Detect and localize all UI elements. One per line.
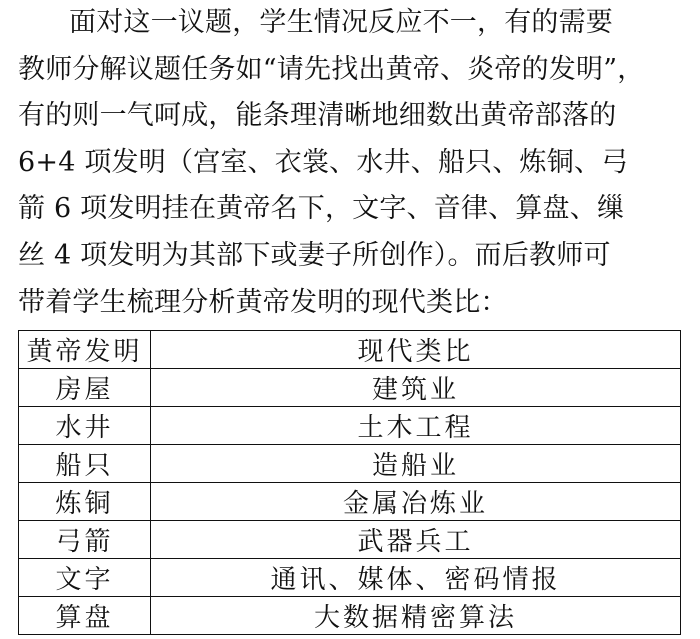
invention-cell: 文字 [19,559,151,597]
body-paragraph [18,0,682,326]
paragraph-line: 丝 4 项发明为其部下或妻子所创作）。而后教师可 [18,239,611,271]
table-row [19,483,681,521]
analogy-cell: 大数据精密算法 [151,597,681,635]
paragraph-line: 有的则一气呵成，能条理清晰地细数出黄帝部落的 [18,100,617,132]
invention-cell: 炼铜 [19,483,151,521]
table-row [19,559,681,597]
paragraph-line: 6+4 项发明（宫室、衣裳、水井、船只、炼铜、弓 [18,146,629,178]
paragraph-line: 面对这一议题，学生情况反应不一，有的需要 [69,7,613,38]
table-header-row [19,331,681,369]
column-header-invention: 黄帝发明 [19,331,151,369]
invention-cell: 水井 [19,407,151,445]
paragraph-line: 带着学生梳理分析黄帝发明的现代类比： [18,286,508,318]
table [18,330,681,635]
analogy-cell: 建筑业 [151,369,681,407]
table-row [19,407,681,445]
invention-analogy-table [18,330,680,635]
table-row [19,369,681,407]
analogy-cell: 造船业 [151,445,681,483]
invention-cell: 房屋 [19,369,151,407]
table-row [19,445,681,483]
invention-cell: 弓箭 [19,521,151,559]
analogy-cell: 金属冶炼业 [151,483,681,521]
table-row [19,597,681,635]
table-row [19,521,681,559]
analogy-cell: 土木工程 [151,407,681,445]
paragraph-line: 教师分解议题任务如“请先找出黄帝、炎帝的发明”， [18,53,645,85]
analogy-cell: 武器兵工 [151,521,681,559]
invention-cell: 算盘 [19,597,151,635]
column-header-modern-analogy: 现代类比 [151,331,681,369]
analogy-cell: 通讯、媒体、密码情报 [151,559,681,597]
invention-cell: 船只 [19,445,151,483]
paragraph-line: 箭 6 项发明挂在黄帝名下，文字、音律、算盘、缫 [18,193,625,225]
